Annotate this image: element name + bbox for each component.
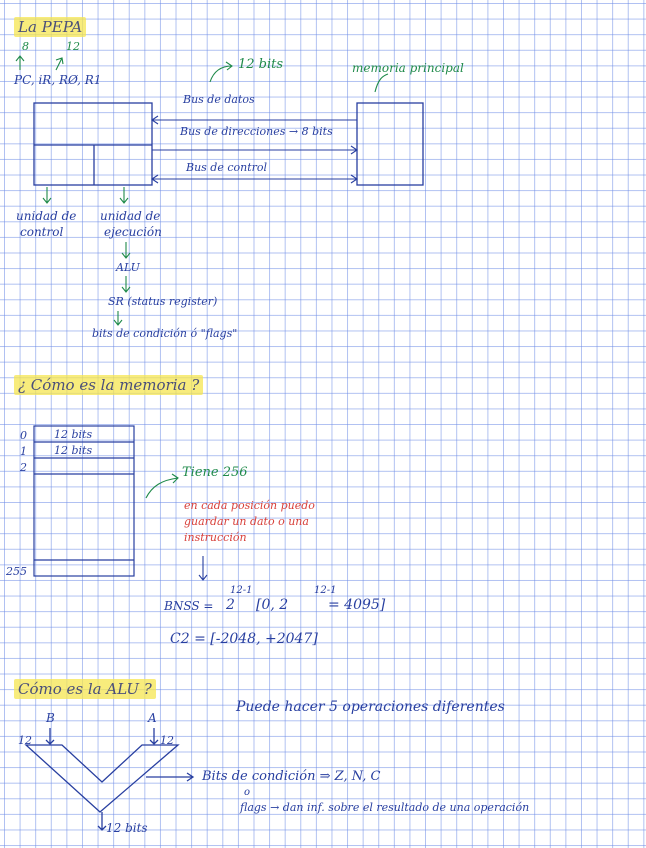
cell-1: 12 bits (54, 444, 93, 457)
alu-output: 12 bits (106, 821, 148, 835)
control-unit-line2: control (20, 225, 64, 239)
control-unit-line1: unidad de (16, 209, 77, 223)
bus-data-label: Bus de datos (183, 93, 255, 106)
address-0: 0 (20, 429, 27, 442)
tiene-arrow (146, 474, 178, 498)
bits-condicion: Bits de condición ⇒ Z, N, C (202, 769, 381, 784)
exec-unit-line2: ejecución (104, 225, 162, 239)
main-memory-block (357, 103, 423, 185)
bnss-arrow (199, 556, 207, 580)
alu-operations: Puede hacer 5 operaciones diferentes (236, 699, 505, 715)
flags-note: flags → dan inf. sobre el resultado de una operación (240, 801, 530, 814)
alu-input-b: B (46, 711, 55, 725)
alu-label: ALU (116, 261, 140, 274)
bus-address-label: Bus de direcciones → 8 bits (180, 125, 333, 138)
registers-list: PC, iR, RØ, R1 (14, 73, 102, 87)
note-line-3: instrucción (184, 531, 247, 544)
width-12: 12 (66, 40, 80, 53)
alu-width-a: 12 (160, 734, 174, 747)
bits-12-label: 12 bits (238, 57, 284, 72)
section-title-alu: Cómo es la ALU ? (14, 682, 156, 697)
bnss-end: = 4095] (328, 597, 386, 613)
tiene-256: Tiene 256 (182, 465, 248, 480)
note-line-1: en cada posición puedo (184, 499, 315, 512)
o-word: o (244, 787, 251, 798)
bnss-range: [0, 2 (256, 597, 289, 613)
bnss-exp: 12-1 (230, 585, 253, 596)
address-1: 1 (20, 445, 27, 458)
bnss-exp2: 12-1 (314, 585, 337, 596)
bnss-base: 2 (226, 597, 235, 613)
width-8: 8 (22, 40, 29, 53)
bnss-label: BNSS = (164, 599, 214, 613)
exec-unit-line1: unidad de (100, 209, 161, 223)
alu-input-a: A (148, 711, 157, 725)
address-255: 255 (6, 565, 27, 578)
sr-label: SR (status register) (108, 295, 218, 308)
bus-control-label: Bus de control (186, 161, 268, 174)
cpu-block (34, 103, 152, 185)
cell-0: 12 bits (54, 428, 93, 441)
section-title-pepa: La PEPA (14, 20, 86, 35)
memory-label: memoria principal (352, 61, 464, 75)
alu-width-b: 12 (18, 734, 32, 747)
note-line-2: guardar un dato o una (184, 515, 309, 528)
section-title-memory: ¿ Cómo es la memoria ? (14, 378, 203, 393)
c2-range: C2 = [-2048, +2047] (170, 631, 318, 647)
address-2: 2 (20, 461, 27, 474)
flags-label: bits de condición ó "flags" (92, 327, 238, 340)
